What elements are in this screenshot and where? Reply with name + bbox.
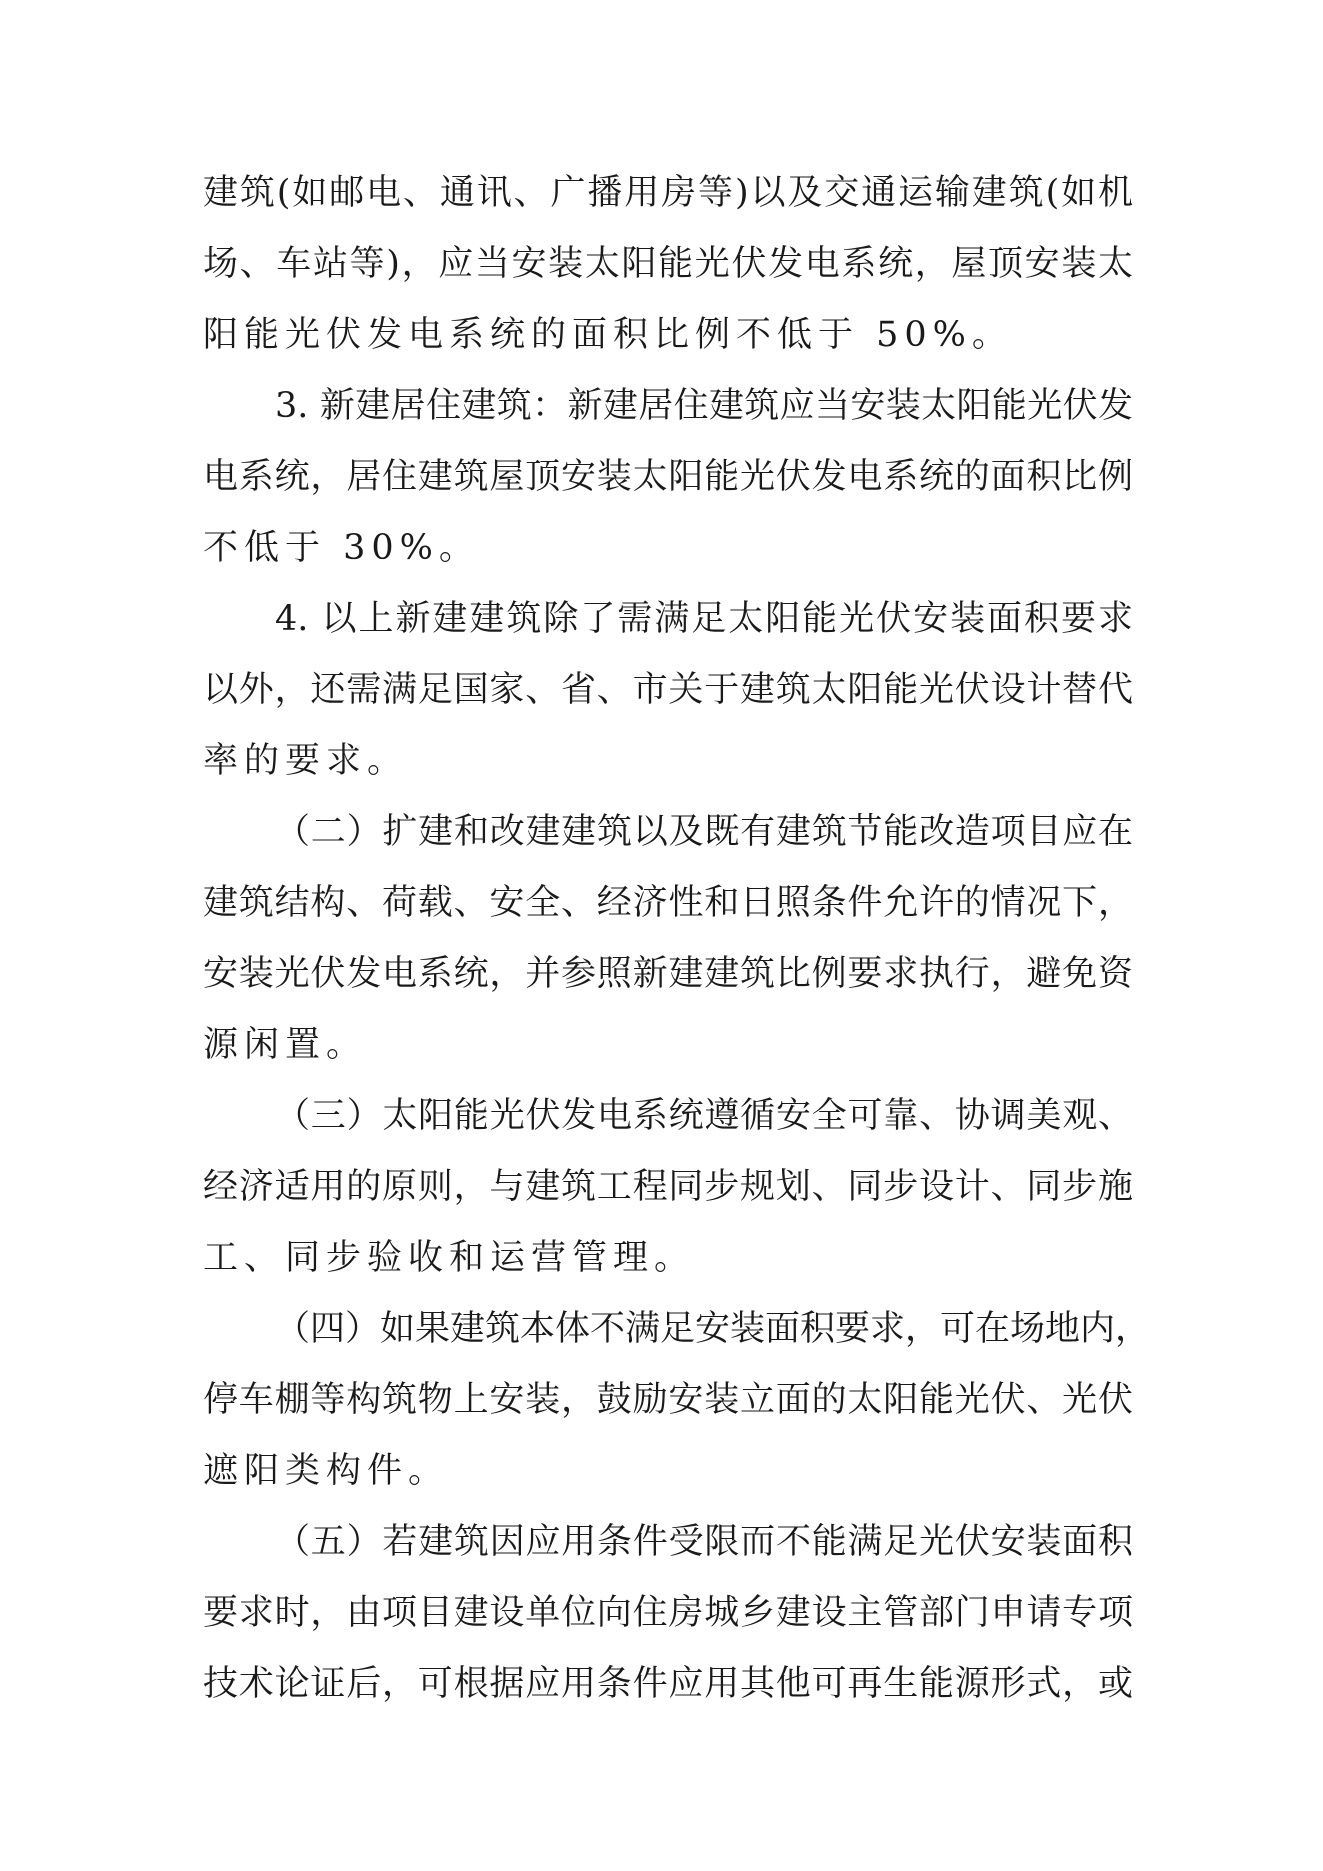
text-line: （二）扩建和改建建筑以及既有建筑节能改造项目应在 — [275, 812, 1133, 852]
paragraph-new-residential-buildings — [203, 371, 1133, 584]
text-line: 建筑(如邮电、通讯、广播用房等)以及交通运输建筑(如机 — [203, 173, 1133, 213]
text-line: 经济适用的原则，与建筑工程同步规划、同步设计、同步施 — [203, 1167, 1133, 1207]
text-line: 3. 新建居住建筑：新建居住建筑应当安装太阳能光伏发 — [275, 386, 1133, 426]
text-line: 源闲置。 — [203, 1025, 368, 1065]
paragraph-section-4-alternative-installation — [203, 1294, 1151, 1507]
text-line: 遮阳类构件。 — [203, 1451, 450, 1491]
text-line: （五）若建筑因应用条件受限而不能满足光伏安装面积 — [275, 1522, 1133, 1562]
text-line: 阳能光伏发电系统的面积比例不低于 50%。 — [203, 315, 1013, 355]
paragraph-replacement-rate-requirement — [203, 584, 1133, 797]
text-line: 电系统，居住建筑屋顶安装太阳能光伏发电系统的面积比例 — [203, 457, 1133, 497]
text-line: 4. 以上新建建筑除了需满足太阳能光伏安装面积要求 — [275, 599, 1133, 639]
paragraph-section-5-technical-review — [203, 1507, 1133, 1720]
text-line: （三）太阳能光伏发电系统遵循安全可靠、协调美观、 — [275, 1096, 1133, 1136]
text-line: 安装光伏发电系统，并参照新建建筑比例要求执行，避免资 — [203, 954, 1133, 994]
text-line: 停车棚等构筑物上安装，鼓励安装立面的太阳能光伏、光伏 — [203, 1380, 1133, 1420]
text-line: 要求时，由项目建设单位向住房城乡建设主管部门申请专项 — [203, 1593, 1133, 1633]
paragraph-section-3-principles — [203, 1081, 1133, 1294]
text-line: 场、车站等)，应当安装太阳能光伏发电系统，屋顶安装太 — [203, 244, 1133, 284]
document-body — [203, 158, 1151, 1720]
text-line: 以外，还需满足国家、省、市关于建筑太阳能光伏设计替代 — [203, 670, 1133, 710]
paragraph-section-2-expansion-renovation — [203, 797, 1133, 1081]
text-line: 工、同步验收和运营管理。 — [203, 1238, 696, 1278]
text-line: 不低于 30%。 — [203, 528, 480, 568]
text-line: 率的要求。 — [203, 741, 409, 781]
paragraph-public-buildings-continuation — [203, 158, 1133, 371]
text-line: 技术论证后，可根据应用条件应用其他可再生能源形式，或 — [203, 1664, 1133, 1704]
text-line: 建筑结构、荷载、安全、经济性和日照条件允许的情况下， — [203, 883, 1133, 923]
text-line: （四）如果建筑本体不满足安装面积要求，可在场地内， — [275, 1309, 1151, 1349]
